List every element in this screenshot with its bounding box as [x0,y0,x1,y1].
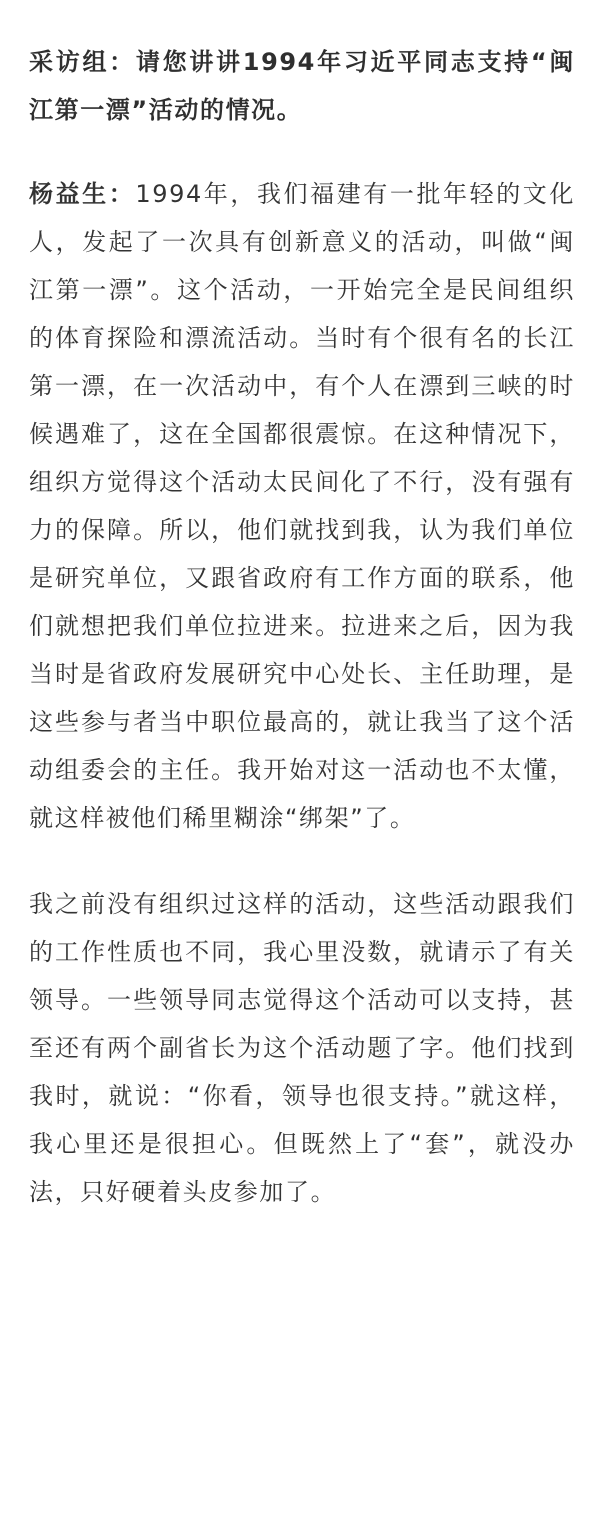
answer-paragraph-1-text: 1994年，我们福建有一批年轻的文化人，发起了一次具有创新意义的活动，叫做“闽江第一漂”。这个活动，一开始完全是民间组织的体育探险和漂流活动。当时有个很有名的长江第一漂，在一次活动中，有个人在漂到三峡的时候遇难了，这在全国都很震惊。在这种情况下，组织方觉得这个活动太民间化了不行，没有强有力的保障。所以，他们就找到我，认为我们单位是研究单位，又跟省政府有工作方面的联系，他们就想把我们单位拉进来。拉进来之后，因为我当时是省政府发展研究中心处长、主任助理，是这些参与者当中职位最高的，就让我当了这个活动组委会的主任。我开始对这一活动也不太懂，就这样被他们稀里糊涂“绑架”了。 [29,180,575,832]
answer-paragraph-2: 我之前没有组织过这样的活动，这些活动跟我们的工作性质也不同，我心里没数，就请示了有关领导。一些领导同志觉得这个活动可以支持，甚至还有两个副省长为这个活动题了字。他们找到我时，就说：“你看，领导也很支持。”就这样，我心里还是很担心。但既然上了“套”，就没办法，只好硬着头皮参加了。 [29,890,575,1206]
interviewer-question: 采访组：请您讲讲1994年习近平同志支持“闽江第一漂”活动的情况。 [29,48,575,124]
answer-paragraph-1 [29,170,575,842]
speaker-name: 杨益生： [29,180,136,208]
article-body [29,0,575,1216]
